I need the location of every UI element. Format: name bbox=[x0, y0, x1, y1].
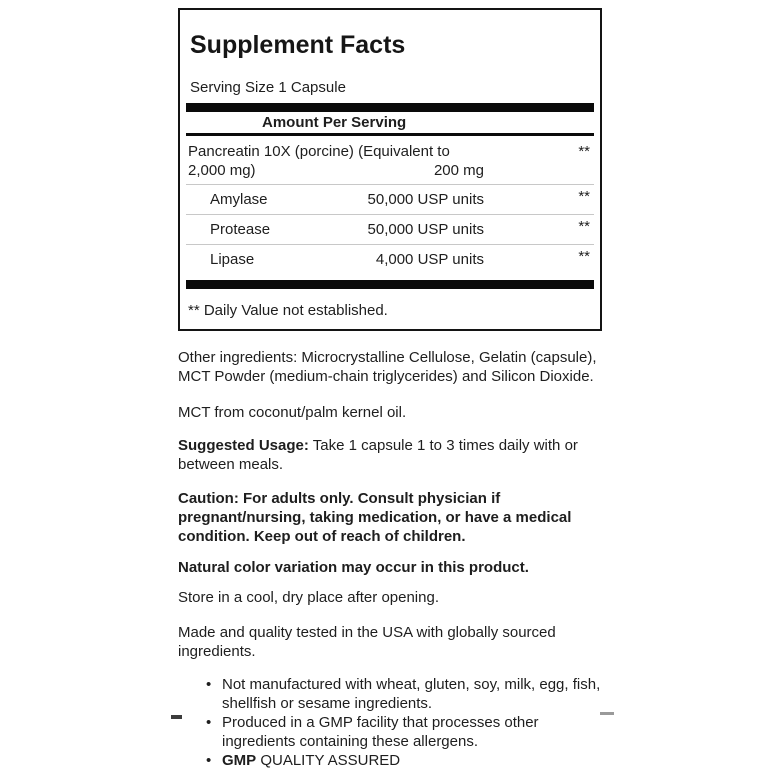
divider-bar-top bbox=[186, 103, 594, 112]
list-item bbox=[178, 713, 604, 751]
stray-mark-right bbox=[600, 712, 614, 715]
bullet-list bbox=[178, 675, 604, 770]
list-item bbox=[178, 751, 604, 770]
bullet-icon: • bbox=[206, 752, 212, 769]
daily-value-asterisk: ** bbox=[578, 248, 590, 265]
table-row bbox=[186, 244, 594, 274]
caution-text: Caution: For adults only. Consult physician if pregnant/nursing, taking medication, or have a medical condition. Keep out of reach of children. bbox=[178, 490, 572, 545]
daily-value-asterisk: ** bbox=[578, 218, 590, 235]
suggested-usage-text bbox=[178, 436, 604, 474]
daily-value-asterisk: ** bbox=[578, 188, 590, 205]
ingredient-amount: 50,000 USP units bbox=[367, 221, 484, 238]
origin-statement: Made and quality tested in the USA with globally sourced ingredients. bbox=[178, 624, 556, 660]
bullet-text: Not manufactured with wheat, gluten, soy, milk, egg, fish, shellfish or sesame ingredients. bbox=[222, 676, 601, 712]
serving-size: Serving Size 1 Capsule bbox=[190, 79, 346, 96]
amount-per-serving-header: Amount Per Serving bbox=[186, 112, 594, 136]
label-details bbox=[178, 332, 604, 770]
daily-value-asterisk: ** bbox=[578, 143, 590, 160]
supplement-facts-panel bbox=[178, 8, 602, 331]
divider-bar-bottom bbox=[186, 280, 594, 289]
ingredient-name: Lipase bbox=[210, 251, 255, 268]
daily-value-footnote: ** Daily Value not established. bbox=[188, 302, 388, 319]
ingredient-amount: 200 mg bbox=[433, 162, 484, 179]
mct-source-text: MCT from coconut/palm kernel oil. bbox=[178, 404, 407, 421]
bullet-text: Produced in a GMP facility that processes other ingredients containing these allergens. bbox=[222, 714, 539, 750]
ingredient-amount: 4,000 USP units bbox=[375, 251, 484, 268]
suggested-usage-body: Take 1 capsule 1 to 3 times daily with or between meals. bbox=[178, 437, 578, 473]
ingredient-name: Amylase bbox=[210, 191, 268, 208]
table-row bbox=[186, 136, 594, 184]
list-item bbox=[178, 675, 604, 713]
stray-mark-left bbox=[171, 715, 182, 719]
table-row bbox=[186, 184, 594, 214]
bullet-icon: • bbox=[206, 676, 212, 693]
color-variation-note: Natural color variation may occur in this product. bbox=[178, 559, 529, 576]
supplement-facts-title: Supplement Facts bbox=[190, 31, 406, 59]
ingredient-amount: 50,000 USP units bbox=[367, 191, 484, 208]
bullet-text: GMP QUALITY ASSURED bbox=[222, 752, 401, 769]
other-ingredients-text: Other ingredients: Microcrystalline Cellulose, Gelatin (capsule), MCT Powder (medium-chain triglycerides) and Silicon Dioxide. bbox=[178, 349, 597, 385]
ingredient-name: Pancreatin 10X (porcine) (Equivalent to 2,000 mg) bbox=[188, 143, 450, 179]
ingredient-name: Protease bbox=[210, 221, 271, 238]
suggested-usage-label: Suggested Usage: bbox=[178, 437, 309, 454]
bullet-icon: • bbox=[206, 714, 212, 731]
table-row bbox=[186, 214, 594, 244]
storage-instructions: Store in a cool, dry place after opening. bbox=[178, 589, 439, 606]
